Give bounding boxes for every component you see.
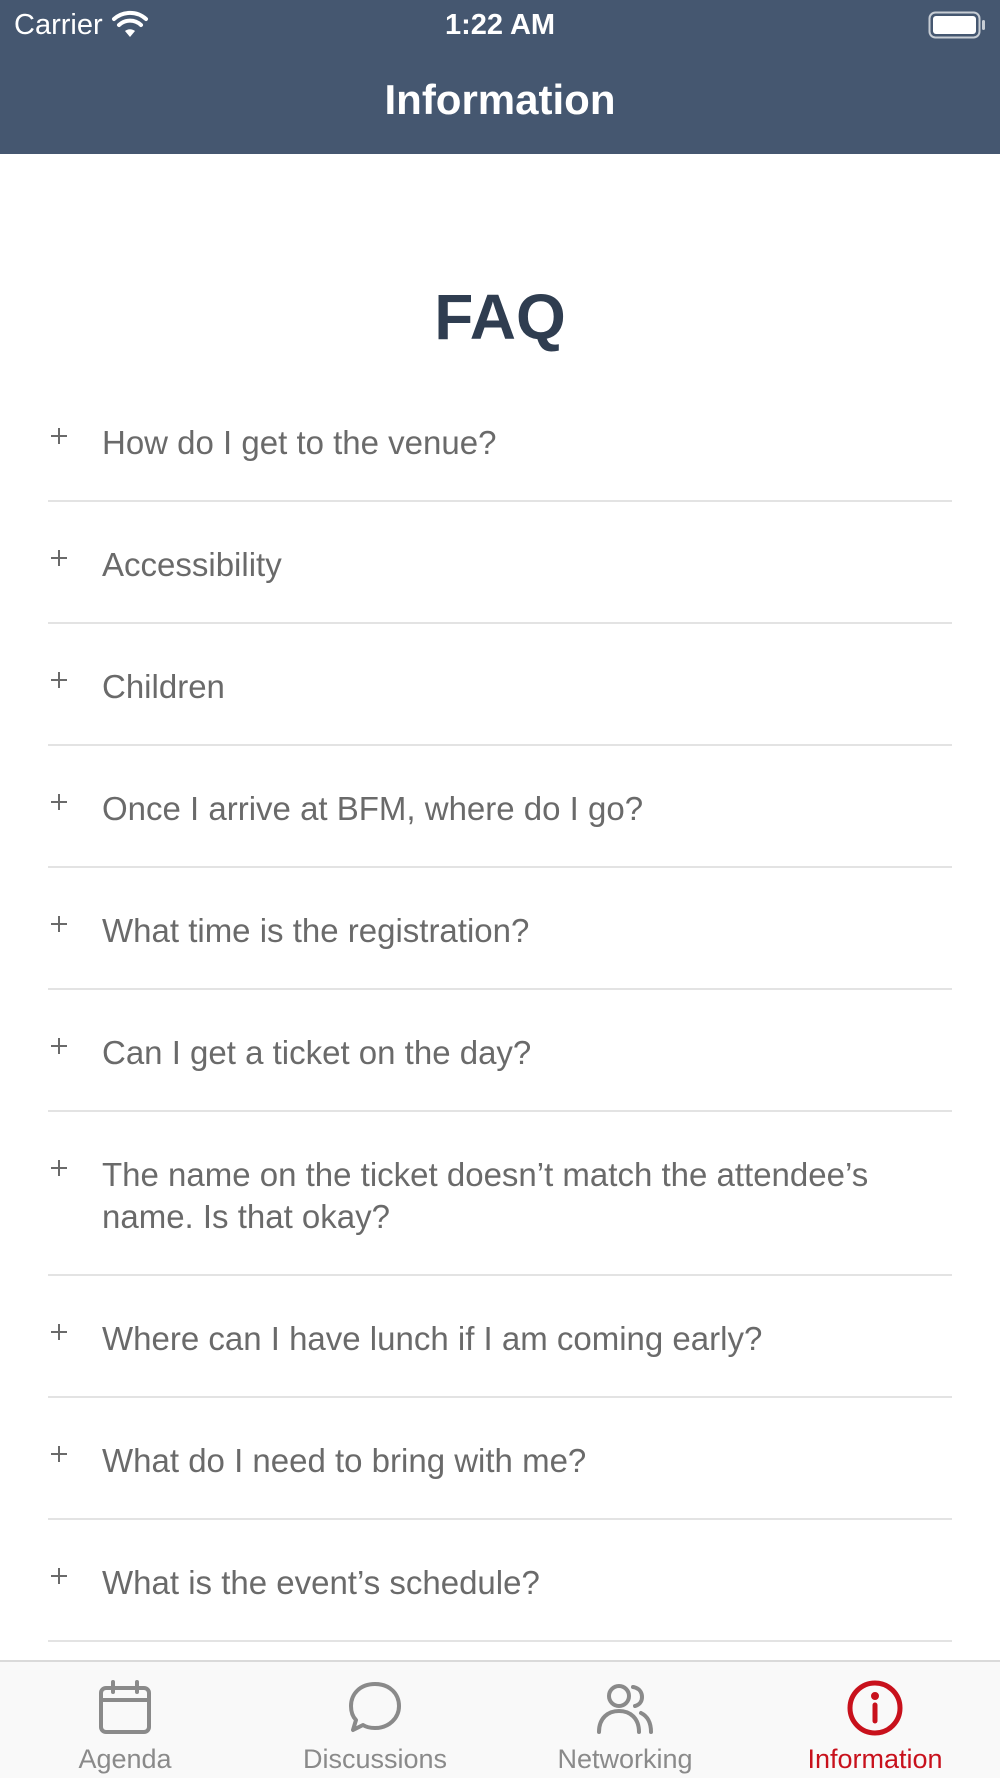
faq-question: Accessibility <box>102 546 282 583</box>
battery-icon <box>928 11 986 39</box>
plus-icon <box>48 669 70 691</box>
plus-icon <box>48 913 70 935</box>
plus-icon <box>48 1321 70 1343</box>
plus-icon <box>48 1443 70 1465</box>
plus-icon <box>48 1157 70 1179</box>
plus-icon <box>48 1565 70 1587</box>
carrier-label: Carrier <box>14 9 103 41</box>
plus-icon <box>48 547 70 569</box>
faq-list <box>48 380 952 1658</box>
tab-networking[interactable] <box>500 1662 750 1780</box>
tab-agenda[interactable] <box>0 1662 250 1780</box>
faq-question: What is the event’s schedule? <box>102 1564 540 1601</box>
faq-item[interactable] <box>48 1276 952 1398</box>
status-time: 1:22 AM <box>444 9 556 41</box>
plus-icon <box>48 791 70 813</box>
tab-label: Networking <box>557 1744 693 1774</box>
tab-label: Information <box>807 1744 943 1774</box>
tab-discussions[interactable] <box>250 1662 500 1780</box>
faq-question: Children <box>102 668 225 705</box>
faq-item[interactable] <box>48 990 952 1112</box>
info-icon <box>845 1678 905 1738</box>
people-icon <box>595 1678 655 1738</box>
tab-label: Discussions <box>302 1744 448 1774</box>
page-title: Information <box>384 76 616 123</box>
faq-item[interactable] <box>48 746 952 868</box>
navigation-header <box>0 0 1000 154</box>
faq-item[interactable] <box>48 868 952 990</box>
calendar-icon <box>95 1678 155 1738</box>
chat-bubble-icon <box>345 1678 405 1738</box>
faq-heading: FAQ <box>434 281 566 353</box>
faq-question: What time is the registration? <box>102 912 530 949</box>
faq-question: What do I need to bring with me? <box>102 1442 587 1479</box>
tab-label: Agenda <box>78 1744 172 1774</box>
faq-item[interactable] <box>48 1112 952 1276</box>
faq-item[interactable] <box>48 624 952 746</box>
faq-item[interactable] <box>48 502 952 624</box>
faq-item[interactable] <box>48 380 952 502</box>
faq-question: Once I arrive at BFM, where do I go? <box>102 790 644 827</box>
faq-question: Where can I have lunch if I am coming early? <box>102 1320 763 1357</box>
faq-question: Can I get a ticket on the day? <box>102 1034 532 1071</box>
tab-bar <box>0 1660 1000 1778</box>
tab-information[interactable] <box>750 1662 1000 1780</box>
faq-item[interactable] <box>48 1398 952 1520</box>
plus-icon <box>48 1035 70 1057</box>
faq-question: The name on the ticket doesn’t match the attendee’s name. Is that okay? <box>102 1156 869 1235</box>
faq-item[interactable] <box>48 1520 952 1642</box>
plus-icon <box>48 425 70 447</box>
faq-question: How do I get to the venue? <box>102 424 497 461</box>
